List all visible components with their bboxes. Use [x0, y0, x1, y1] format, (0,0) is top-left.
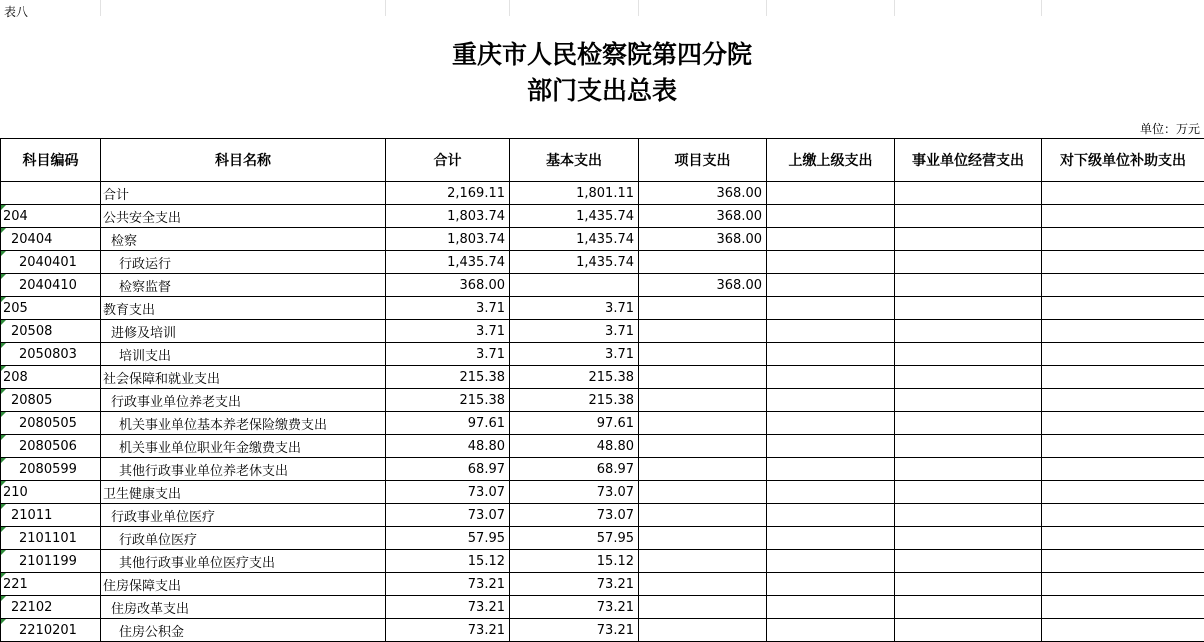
- col-header-business[interactable]: 事业单位经营支出: [895, 139, 1042, 182]
- cell-project[interactable]: [639, 297, 767, 320]
- cell-basic[interactable]: [510, 274, 639, 297]
- cell-code[interactable]: 2080506: [1, 435, 101, 458]
- cell-code[interactable]: 21011: [1, 504, 101, 527]
- cell-name[interactable]: 合计: [101, 182, 386, 205]
- col-header-name[interactable]: 科目名称: [101, 139, 386, 182]
- cell-total[interactable]: 215.38: [386, 389, 510, 412]
- cell-code[interactable]: 2101101: [1, 527, 101, 550]
- cell-total[interactable]: 73.07: [386, 504, 510, 527]
- cell-code[interactable]: 2050803: [1, 343, 101, 366]
- cell-basic[interactable]: 57.95: [510, 527, 639, 550]
- cell-upper[interactable]: [767, 389, 895, 412]
- cell-business[interactable]: [895, 343, 1042, 366]
- table-row: [1, 435, 1204, 458]
- cell-business[interactable]: [895, 274, 1042, 297]
- cell-business[interactable]: [895, 366, 1042, 389]
- cell-code[interactable]: 204: [1, 205, 101, 228]
- cell-basic[interactable]: 3.71: [510, 320, 639, 343]
- table-row: [1, 366, 1204, 389]
- cell-upper[interactable]: [767, 527, 895, 550]
- cell-total[interactable]: 1,803.74: [386, 205, 510, 228]
- cell-name[interactable]: 社会保障和就业支出: [101, 366, 386, 389]
- col-header-code[interactable]: 科目编码: [1, 139, 101, 182]
- page-title: 重庆市人民检察院第四分院: [0, 35, 1204, 71]
- cell-basic[interactable]: 15.12: [510, 550, 639, 573]
- cell-upper[interactable]: [767, 550, 895, 573]
- cell-business[interactable]: [895, 297, 1042, 320]
- cell-upper[interactable]: [767, 619, 895, 642]
- cell-project[interactable]: [639, 458, 767, 481]
- cell-business[interactable]: [895, 550, 1042, 573]
- cell-name[interactable]: 行政事业单位医疗: [101, 504, 386, 527]
- cell-project[interactable]: 368.00: [639, 182, 767, 205]
- table-row: [1, 320, 1204, 343]
- cell-subsidy[interactable]: [1042, 297, 1204, 320]
- cell-upper[interactable]: [767, 596, 895, 619]
- cell-subsidy[interactable]: [1042, 504, 1204, 527]
- cell-total[interactable]: 68.97: [386, 458, 510, 481]
- table-row: [1, 504, 1204, 527]
- cell-subsidy[interactable]: [1042, 366, 1204, 389]
- cell-code[interactable]: 210: [1, 481, 101, 504]
- cell-code[interactable]: 20404: [1, 228, 101, 251]
- cell-business[interactable]: [895, 251, 1042, 274]
- cell-name[interactable]: 行政事业单位养老支出: [101, 389, 386, 412]
- cell-business[interactable]: [895, 458, 1042, 481]
- cell-business[interactable]: [895, 320, 1042, 343]
- cell-code[interactable]: 2210201: [1, 619, 101, 642]
- cell-project[interactable]: 368.00: [639, 205, 767, 228]
- col-header-project[interactable]: 项目支出: [639, 139, 767, 182]
- cell-basic[interactable]: 1,435.74: [510, 205, 639, 228]
- cell-subsidy[interactable]: [1042, 435, 1204, 458]
- cell-business[interactable]: [895, 596, 1042, 619]
- table-row: [1, 481, 1204, 504]
- cell-basic[interactable]: 1,435.74: [510, 251, 639, 274]
- cell-upper[interactable]: [767, 435, 895, 458]
- table-row: [1, 412, 1204, 435]
- table-row: [1, 527, 1204, 550]
- cell-subsidy[interactable]: [1042, 343, 1204, 366]
- table-row: [1, 596, 1204, 619]
- expenditure-table: [0, 138, 1204, 642]
- cell-basic[interactable]: 73.21: [510, 619, 639, 642]
- cell-project[interactable]: [639, 504, 767, 527]
- page-subtitle: 部门支出总表: [0, 71, 1204, 107]
- cell-total[interactable]: 73.07: [386, 481, 510, 504]
- cell-code[interactable]: 20508: [1, 320, 101, 343]
- header-row: [1, 139, 1204, 182]
- cell-basic[interactable]: 97.61: [510, 412, 639, 435]
- cell-subsidy[interactable]: [1042, 573, 1204, 596]
- table-row: [1, 182, 1204, 205]
- cell-total[interactable]: 57.95: [386, 527, 510, 550]
- cell-project[interactable]: [639, 389, 767, 412]
- cell-name[interactable]: 检察监督: [101, 274, 386, 297]
- cell-upper[interactable]: [767, 366, 895, 389]
- cell-business[interactable]: [895, 412, 1042, 435]
- cell-project[interactable]: [639, 435, 767, 458]
- table-body: [1, 182, 1204, 642]
- cell-upper[interactable]: [767, 320, 895, 343]
- cell-subsidy[interactable]: [1042, 320, 1204, 343]
- cell-name[interactable]: 住房公积金: [101, 619, 386, 642]
- cell-name[interactable]: 机关事业单位基本养老保险缴费支出: [101, 412, 386, 435]
- cell-total[interactable]: 215.38: [386, 366, 510, 389]
- table-row: [1, 228, 1204, 251]
- cell-upper[interactable]: [767, 274, 895, 297]
- cell-name[interactable]: 其他行政事业单位医疗支出: [101, 550, 386, 573]
- cell-basic[interactable]: 215.38: [510, 389, 639, 412]
- sheet-gridlines: [0, 0, 1204, 16]
- cell-name[interactable]: 住房保障支出: [101, 573, 386, 596]
- cell-subsidy[interactable]: [1042, 205, 1204, 228]
- cell-basic[interactable]: 3.71: [510, 297, 639, 320]
- cell-business[interactable]: [895, 573, 1042, 596]
- cell-basic[interactable]: 1,801.11: [510, 182, 639, 205]
- cell-business[interactable]: [895, 182, 1042, 205]
- cell-project[interactable]: [639, 527, 767, 550]
- cell-business[interactable]: [895, 481, 1042, 504]
- cell-project[interactable]: [639, 573, 767, 596]
- cell-total[interactable]: 73.21: [386, 573, 510, 596]
- cell-basic[interactable]: 48.80: [510, 435, 639, 458]
- cell-basic[interactable]: 73.07: [510, 504, 639, 527]
- cell-upper[interactable]: [767, 481, 895, 504]
- table-row: [1, 619, 1204, 642]
- cell-total[interactable]: 1,803.74: [386, 228, 510, 251]
- table-row: [1, 251, 1204, 274]
- cell-code[interactable]: 20805: [1, 389, 101, 412]
- unit-label: 单位：万元: [1140, 120, 1200, 137]
- cell-name[interactable]: 培训支出: [101, 343, 386, 366]
- cell-code[interactable]: 2080599: [1, 458, 101, 481]
- col-header-basic[interactable]: 基本支出: [510, 139, 639, 182]
- table-row: [1, 458, 1204, 481]
- table-row: [1, 343, 1204, 366]
- cell-total[interactable]: 48.80: [386, 435, 510, 458]
- cell-code[interactable]: [1, 182, 101, 205]
- cell-upper[interactable]: [767, 504, 895, 527]
- cell-code[interactable]: 205: [1, 297, 101, 320]
- cell-business[interactable]: [895, 527, 1042, 550]
- cell-total[interactable]: 15.12: [386, 550, 510, 573]
- cell-code[interactable]: 2080505: [1, 412, 101, 435]
- cell-basic[interactable]: 73.07: [510, 481, 639, 504]
- cell-total[interactable]: 1,435.74: [386, 251, 510, 274]
- cell-upper[interactable]: [767, 343, 895, 366]
- table-row: [1, 389, 1204, 412]
- cell-code[interactable]: 22102: [1, 596, 101, 619]
- cell-total[interactable]: 3.71: [386, 343, 510, 366]
- cell-name[interactable]: 行政单位医疗: [101, 527, 386, 550]
- table-row: [1, 297, 1204, 320]
- cell-subsidy[interactable]: [1042, 251, 1204, 274]
- cell-subsidy[interactable]: [1042, 596, 1204, 619]
- cell-project[interactable]: 368.00: [639, 274, 767, 297]
- table-row: [1, 205, 1204, 228]
- cell-upper[interactable]: [767, 573, 895, 596]
- sheet-label: 表八: [4, 3, 28, 20]
- cell-name[interactable]: 机关事业单位职业年金缴费支出: [101, 435, 386, 458]
- cell-name[interactable]: 卫生健康支出: [101, 481, 386, 504]
- cell-name[interactable]: 住房改革支出: [101, 596, 386, 619]
- cell-name[interactable]: 其他行政事业单位养老休支出: [101, 458, 386, 481]
- cell-upper[interactable]: [767, 251, 895, 274]
- cell-project[interactable]: [639, 320, 767, 343]
- cell-subsidy[interactable]: [1042, 619, 1204, 642]
- cell-project[interactable]: [639, 343, 767, 366]
- cell-subsidy[interactable]: [1042, 481, 1204, 504]
- cell-upper[interactable]: [767, 182, 895, 205]
- cell-basic[interactable]: 215.38: [510, 366, 639, 389]
- cell-project[interactable]: [639, 619, 767, 642]
- cell-business[interactable]: [895, 228, 1042, 251]
- cell-name[interactable]: 教育支出: [101, 297, 386, 320]
- cell-subsidy[interactable]: [1042, 550, 1204, 573]
- cell-basic[interactable]: 68.97: [510, 458, 639, 481]
- cell-upper[interactable]: [767, 228, 895, 251]
- cell-code[interactable]: 2040410: [1, 274, 101, 297]
- cell-total[interactable]: 73.21: [386, 596, 510, 619]
- cell-total[interactable]: 97.61: [386, 412, 510, 435]
- cell-upper[interactable]: [767, 412, 895, 435]
- table-row: [1, 274, 1204, 297]
- cell-code[interactable]: 2040401: [1, 251, 101, 274]
- cell-subsidy[interactable]: [1042, 412, 1204, 435]
- col-header-subsidy[interactable]: 对下级单位补助支出: [1042, 139, 1204, 182]
- cell-business[interactable]: [895, 205, 1042, 228]
- cell-basic[interactable]: 3.71: [510, 343, 639, 366]
- cell-business[interactable]: [895, 389, 1042, 412]
- cell-subsidy[interactable]: [1042, 527, 1204, 550]
- col-header-total[interactable]: 合计: [386, 139, 510, 182]
- cell-total[interactable]: 73.21: [386, 619, 510, 642]
- cell-basic[interactable]: 73.21: [510, 596, 639, 619]
- cell-subsidy[interactable]: [1042, 182, 1204, 205]
- cell-subsidy[interactable]: [1042, 458, 1204, 481]
- cell-upper[interactable]: [767, 205, 895, 228]
- cell-subsidy[interactable]: [1042, 389, 1204, 412]
- cell-project[interactable]: [639, 366, 767, 389]
- cell-total[interactable]: 2,169.11: [386, 182, 510, 205]
- cell-project[interactable]: [639, 412, 767, 435]
- cell-business[interactable]: [895, 619, 1042, 642]
- cell-code[interactable]: 2101199: [1, 550, 101, 573]
- cell-business[interactable]: [895, 504, 1042, 527]
- cell-upper[interactable]: [767, 458, 895, 481]
- cell-subsidy[interactable]: [1042, 274, 1204, 297]
- cell-basic[interactable]: 1,435.74: [510, 228, 639, 251]
- col-header-upper[interactable]: 上缴上级支出: [767, 139, 895, 182]
- cell-name[interactable]: 行政运行: [101, 251, 386, 274]
- cell-upper[interactable]: [767, 297, 895, 320]
- cell-total[interactable]: 368.00: [386, 274, 510, 297]
- cell-basic[interactable]: 73.21: [510, 573, 639, 596]
- cell-name[interactable]: 检察: [101, 228, 386, 251]
- cell-code[interactable]: 208: [1, 366, 101, 389]
- cell-project[interactable]: 368.00: [639, 228, 767, 251]
- cell-name[interactable]: 公共安全支出: [101, 205, 386, 228]
- cell-name[interactable]: 进修及培训: [101, 320, 386, 343]
- cell-project[interactable]: [639, 251, 767, 274]
- cell-business[interactable]: [895, 435, 1042, 458]
- table-row: [1, 550, 1204, 573]
- cell-total[interactable]: 3.71: [386, 320, 510, 343]
- cell-project[interactable]: [639, 481, 767, 504]
- cell-subsidy[interactable]: [1042, 228, 1204, 251]
- cell-project[interactable]: [639, 596, 767, 619]
- cell-project[interactable]: [639, 550, 767, 573]
- table-row: [1, 573, 1204, 596]
- cell-total[interactable]: 3.71: [386, 297, 510, 320]
- cell-code[interactable]: 221: [1, 573, 101, 596]
